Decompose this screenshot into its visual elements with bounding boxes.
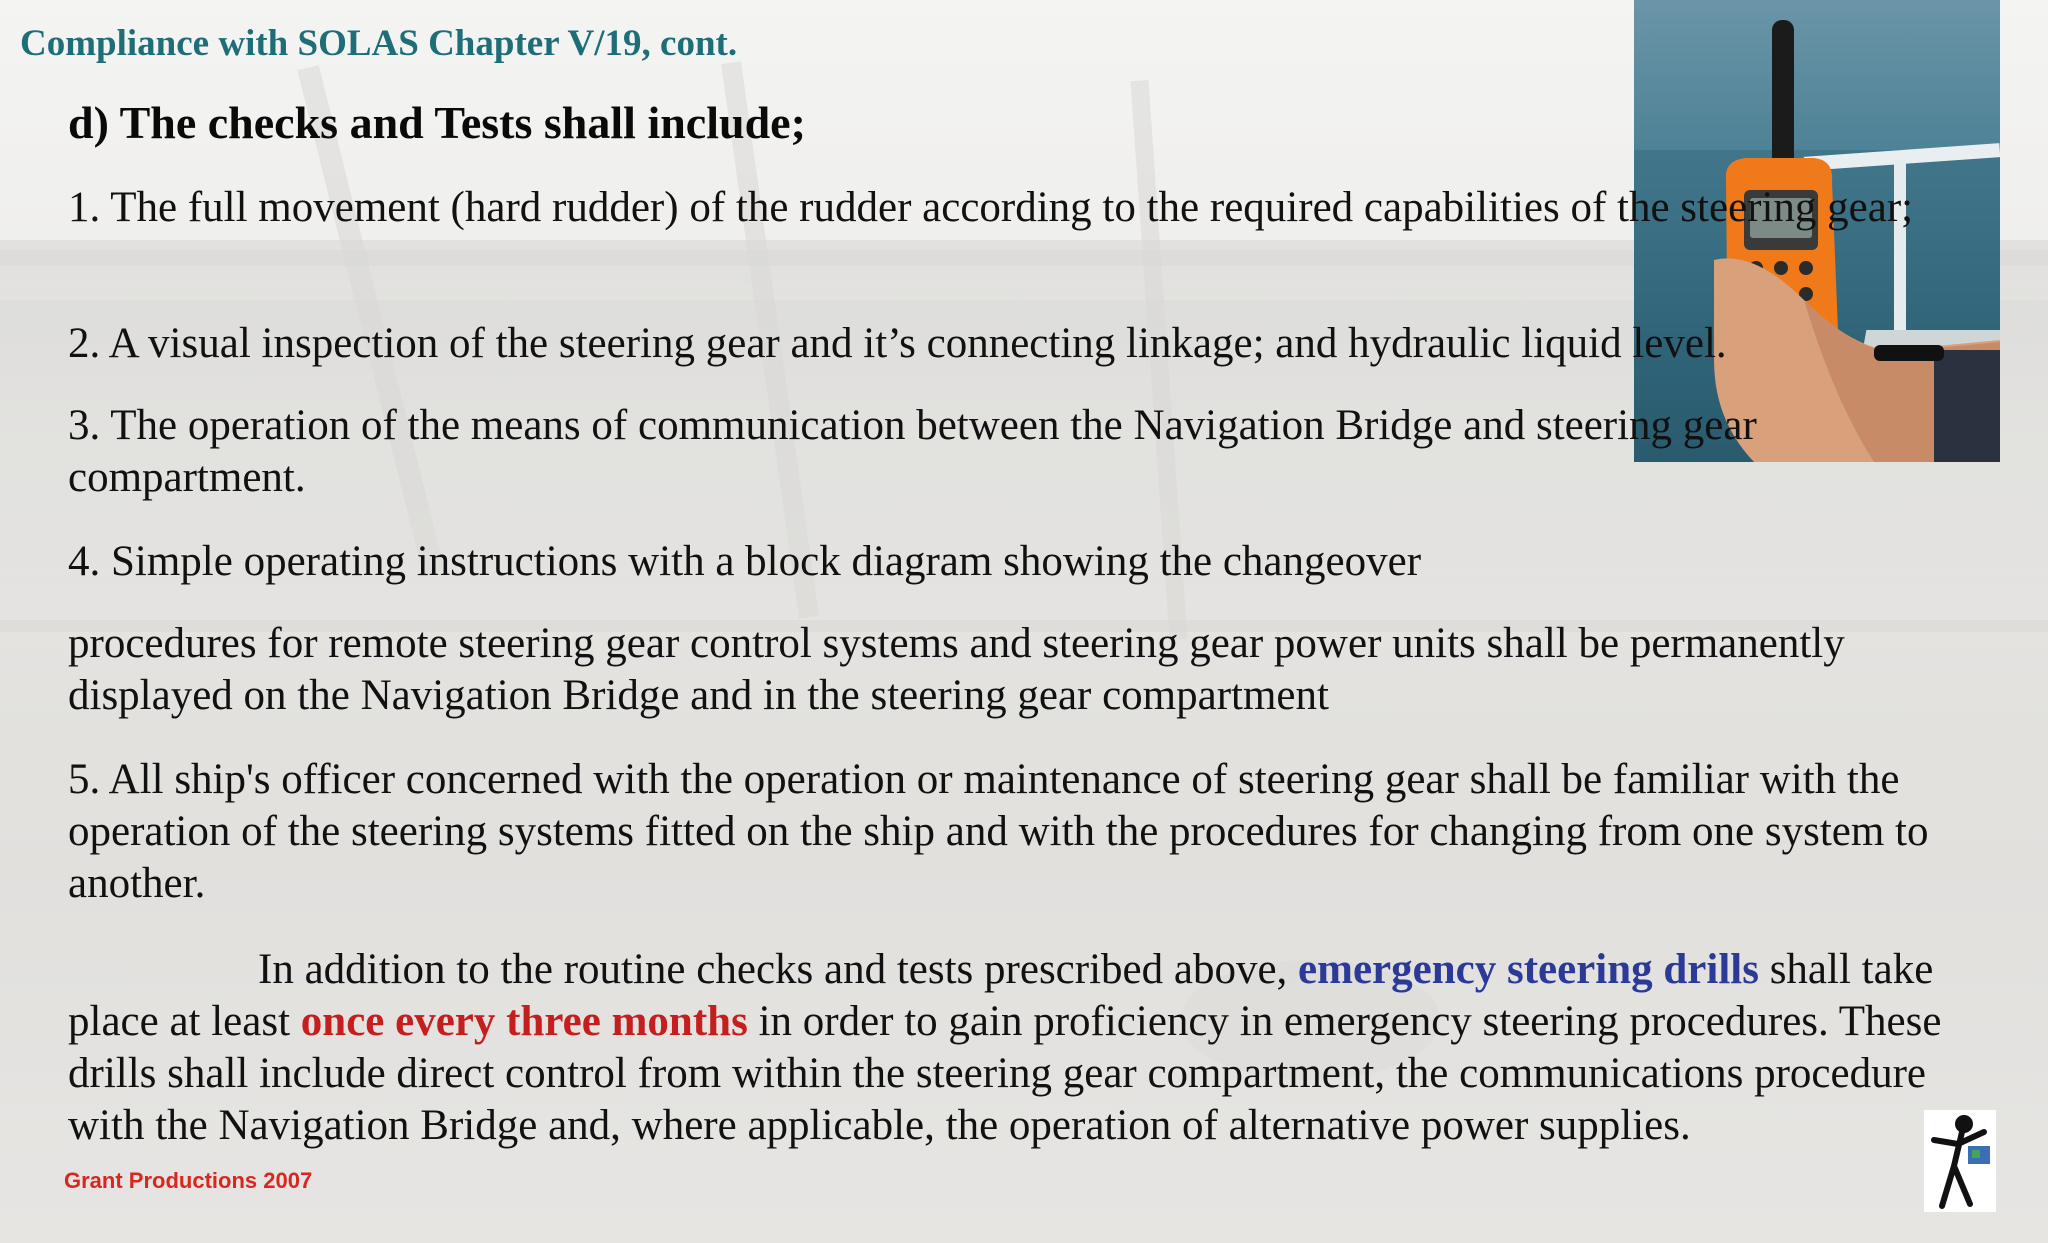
- stick-figure-logo-icon: [1924, 1110, 1996, 1212]
- highlight-frequency: once every three months: [300, 998, 748, 1045]
- closing-text-2: shall take place at least: [68, 946, 1934, 1045]
- closing-paragraph: [68, 944, 1998, 1152]
- check-item-4-continued: procedures for remote steering gear control systems and steering gear power units shall be permanently displayed on the Navigation Bridge and in the steering gear compartment: [68, 620, 1845, 719]
- slide-header: Compliance with SOLAS Chapter V/19, cont.: [20, 23, 738, 64]
- check-item-3: 3. The operation of the means of communication between the Navigation Bridge and steering gear compartment.: [68, 402, 1757, 501]
- check-item-2: 2. A visual inspection of the steering gear and it’s connecting linkage; and hydraulic liquid level.: [68, 320, 1727, 367]
- closing-text-3: in order to gain proficiency in emergency steering procedures. These drills shall include direct control from within the steering gear compartment, the communications procedure with the Navigation Bridge and, where applicable, the operation of alternative power supplies.: [68, 998, 1942, 1149]
- watermark-text: Grant Productions 2007: [64, 1168, 313, 1193]
- check-item-5: 5. All ship's officer concerned with the operation or maintenance of steering gear shall be familiar with the operation of the steering systems fitted on the ship and with the procedures for changing from one system to another.: [68, 756, 1929, 907]
- slide-subtitle: d) The checks and Tests shall include;: [68, 97, 806, 148]
- check-item-4: 4. Simple operating instructions with a block diagram showing the changeover: [68, 538, 1422, 585]
- check-item-1: 1. The full movement (hard rudder) of the rudder according to the required capabilities of the steering gear;: [68, 184, 1914, 231]
- closing-text-1: In addition to the routine checks and tests prescribed above,: [258, 946, 1299, 993]
- highlight-emergency-drills: emergency steering drills: [1298, 946, 1759, 993]
